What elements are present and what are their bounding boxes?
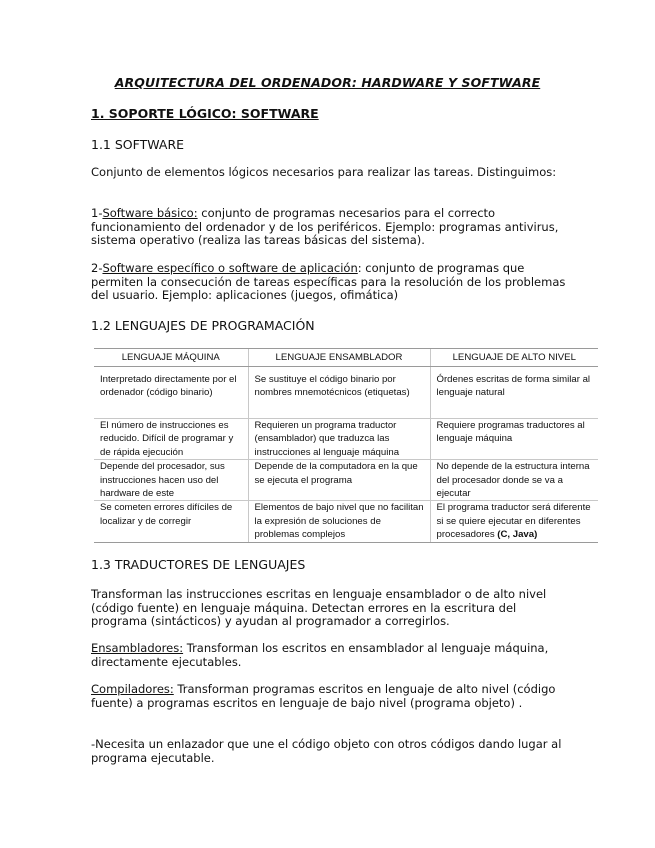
compiladores-term: Compiladores: <box>91 682 174 696</box>
item-prefix: 1- <box>91 206 103 220</box>
compiladores-text: Transforman programas escritos en lenguaje de alto nivel (código fuente) a programas escritos en lenguaje de bajo nivel (programa objeto) . <box>91 682 556 710</box>
table-row <box>94 460 598 501</box>
software-basico-paragraph <box>91 207 566 248</box>
table-cell: Órdenes escritas de forma similar al lenguaje natural <box>430 367 598 419</box>
ensambladores-term: Ensambladores: <box>91 641 184 655</box>
compiladores-paragraph <box>91 683 566 710</box>
table-row <box>94 419 598 460</box>
document-title: ARQUITECTURA DEL ORDENADOR: HARDWARE Y SOFTWARE <box>114 75 541 90</box>
table-cell-bold-text: (C, Java) <box>497 529 538 541</box>
table-cell: Requieren un programa traductor (ensamblador) que traduzca las instrucciones al lenguaje máquina <box>248 419 430 460</box>
subsection-heading-lenguajes: 1.2 LENGUAJES DE PROGRAMACIÓN <box>91 318 315 333</box>
table-cell: Se cometen errores difíciles de localizar y de corregir <box>94 501 248 542</box>
traductores-intro-paragraph: Transforman las instrucciones escritas en lenguaje ensamblador o de alto nivel (código fuente) en lenguaje máquina. Detectan errores en la escritura del programa (sintácticos) y ayudan al programador a corregirlos. <box>91 587 547 629</box>
table-header-row <box>94 349 598 367</box>
table-header-cell: LENGUAJE ENSAMBLADOR <box>248 349 430 367</box>
software-especifico-term: Software específico o software de aplicación <box>102 261 358 275</box>
table-cell: El número de instrucciones es reducido. Difícil de programar y de rápida ejecución <box>94 419 248 460</box>
software-especifico-text: : conjunto de programas que permiten la consecución de tareas específicas para la resolución de los problemas del usuario. Ejemplo: aplicaciones (juegos, ofimática) <box>91 261 566 303</box>
software-basico-term: Software básico: <box>102 206 198 220</box>
enlazador-note-paragraph: -Necesita un enlazador que une el código objeto con otros códigos dando lugar al programa ejecutable. <box>91 737 562 765</box>
table-header-cell: LENGUAJE DE ALTO NIVEL <box>430 349 598 367</box>
subsection-heading-traductores: 1.3 TRADUCTORES DE LENGUAJES <box>91 557 306 572</box>
table-header-cell: LENGUAJE MÁQUINA <box>94 349 248 367</box>
software-especifico-paragraph <box>91 262 566 303</box>
languages-table <box>94 348 598 543</box>
table-cell: No depende de la estructura interna del procesador donde se va a ejecutar <box>430 460 598 501</box>
table-cell: Depende del procesador, sus instrucciones hacen uso del hardware de este <box>94 460 248 501</box>
table-cell: Interpretado directamente por el ordenador (código binario) <box>100 374 237 399</box>
ensambladores-paragraph <box>91 642 566 669</box>
table-row <box>94 501 598 542</box>
section-heading-software: 1. SOPORTE LÓGICO: SOFTWARE <box>91 106 319 121</box>
table-cell: Se sustituye el código binario por nombres mnemotécnicos (etiquetas) <box>248 367 430 419</box>
software-intro-paragraph: Conjunto de elementos lógicos necesarios para realizar las tareas. Distinguimos: <box>91 165 557 179</box>
table-cell: Depende de la computadora en la que se ejecuta el programa <box>248 460 430 501</box>
table-cell <box>430 501 598 542</box>
table-cell-text: El programa traductor será diferente si se quiere ejecutar en diferentes procesadores <box>436 502 591 541</box>
item-prefix: 2- <box>91 261 103 275</box>
table-cell: Requiere programas traductores al lenguaje máquina <box>430 419 598 460</box>
table-row <box>94 367 598 419</box>
subsection-heading-software: 1.1 SOFTWARE <box>91 137 185 152</box>
ensambladores-text: Transforman los escritos en ensamblador al lenguaje máquina, directamente ejecutables. <box>91 641 549 669</box>
table-cell: Elementos de bajo nivel que no facilitan la expresión de soluciones de problemas complejos <box>248 501 430 542</box>
software-basico-text: conjunto de programas necesarios para el correcto funcionamiento del ordenador y de los periféricos. Ejemplo: programas antivirus, sistema operativo (realiza las tareas básicas del sistema). <box>91 206 559 248</box>
